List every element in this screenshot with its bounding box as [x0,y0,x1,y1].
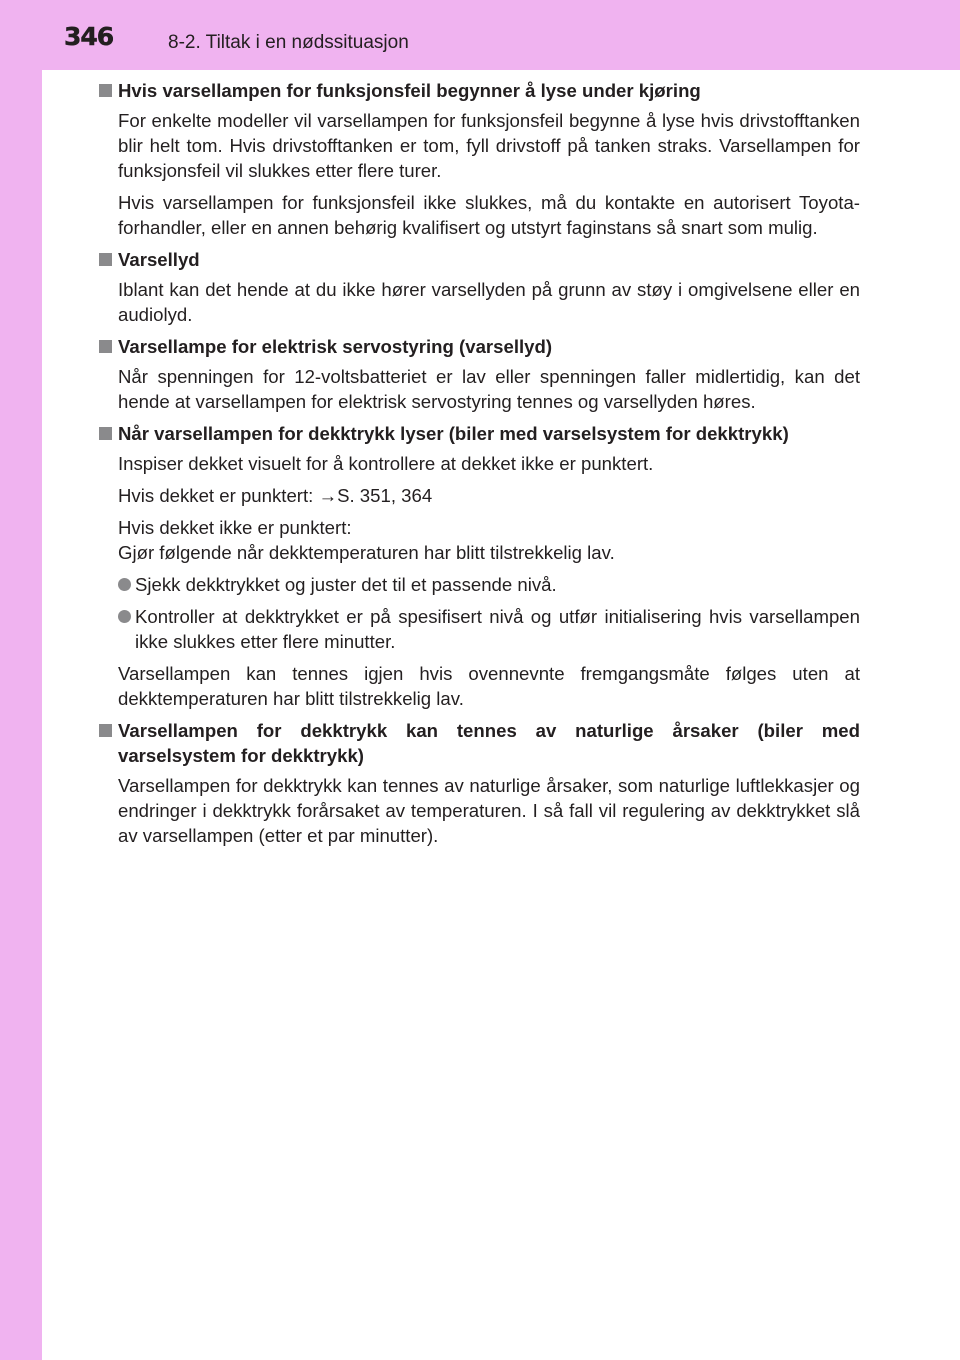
heading-text: Når varsellampen for dekktrykk lyser (biler med varselsystem for dekktrykk) [118,423,789,444]
section-tire-pressure [97,421,860,711]
heading-text: Varsellampe for elektrisk servostyring (varsellyd) [118,336,553,357]
paragraph: Varsellampen for dekktrykk kan tennes av naturlige årsaker, som naturlige luftlekkasjer og endringer i dekktrykk forårsaket av temperaturen. I så fall vil regulering av dekktrykket slå av varsellampen (etter et par minutter). [118,775,860,846]
paragraph: For enkelte modeller vil varsellampen for funksjonsfeil begynne å lyse hvis drivstofftanken blir helt tom. Hvis drivstofftanken er tom, fyll drivstoff på tanken straks. Varsellampen for funksjonsfeil vil slukkes etter flere turer. [118,110,860,181]
square-bullet-icon [99,724,112,737]
heading-text: Varsellampen for dekktrykk kan tennes av naturlige årsaker (biler med varselsystem for dekktrykk) [118,720,860,766]
square-bullet-icon [99,340,112,353]
paragraph [97,515,860,565]
paragraph: Når spenningen for 12-voltsbatteriet er lav eller spenningen faller midlertidig, kan det hende at varsellampen for elektrisk servostyring tennes og varsellyden høres. [118,366,860,412]
list-item [97,604,860,654]
paragraph: Varsellampen kan tennes igjen hvis ovennevnte fremgangsmåte følges uten at dekktemperaturen har blitt tilstrekkelig lav. [118,663,860,709]
round-bullet-icon [118,610,131,623]
page-number: 346 [64,22,114,51]
square-bullet-icon [99,253,112,266]
section-warning-buzzer [97,247,860,327]
paragraph: Iblant kan det hende at du ikke hører varsellyden på grunn av støy i omgivelsene eller en audiolyd. [118,279,860,325]
round-bullet-icon [118,578,131,591]
heading-text: Varsellyd [118,249,200,270]
list-item-text: Kontroller at dekktrykket er på spesifisert nivå og utfør initialisering hvis varsellampen ikke slukkes etter flere minutter. [135,606,860,652]
section-malfunction-lamp [97,78,860,240]
page-content [97,78,860,855]
section-title: 8-2. Tiltak i en nødssituasjon [168,32,409,53]
section-heading [97,247,860,272]
list-item-text: Sjekk dekktrykket og juster det til et passende nivå. [135,574,557,595]
paragraph: Hvis varsellampen for funksjonsfeil ikke slukkes, må du kontakte en autorisert Toyota-forhandler, eller en annen behørig kvalifisert og utstyrt faginstans så snart som mulig. [118,192,860,238]
section-heading [97,718,860,768]
section-heading [97,78,860,103]
section-heading [97,334,860,359]
heading-text: Hvis varsellampen for funksjonsfeil begynner å lyse under kjøring [118,80,701,101]
list-item [97,572,860,597]
page-reference: Hvis dekket er punktert: →S. 351, 364 [118,485,433,506]
square-bullet-icon [99,427,112,440]
paragraph-line: Gjør følgende når dekktemperaturen har blitt tilstrekkelig lav. [118,542,615,563]
paragraph: Inspiser dekket visuelt for å kontrollere at dekket ikke er punktert. [118,453,654,474]
section-tire-pressure-natural [97,718,860,848]
section-heading [97,421,860,446]
square-bullet-icon [99,84,112,97]
header-divider [42,70,960,72]
paragraph-line: Hvis dekket ikke er punktert: [118,517,352,538]
chapter-side-tab [0,0,42,1360]
section-power-steering [97,334,860,414]
